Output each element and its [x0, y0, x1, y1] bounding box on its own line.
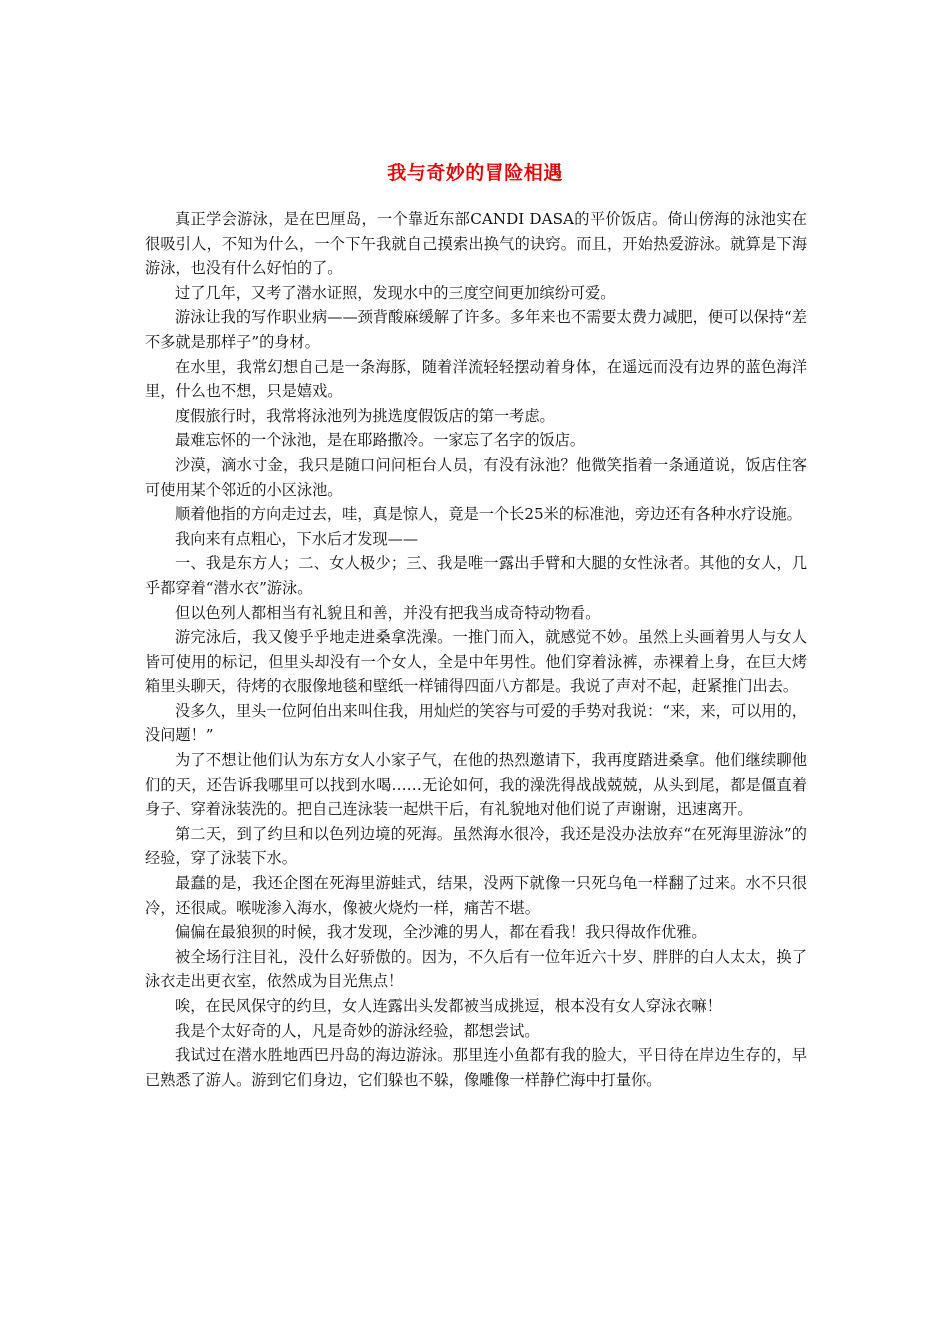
paragraph: 沙漠，滴水寸金，我只是随口问问柜台人员，有没有泳池？他微笑指着一条通道说，饭店住客可使用某个邻近的小区泳池。: [145, 455, 807, 499]
paragraph: 游完泳后，我又傻乎乎地走进桑拿洗澡。一推门而入，就感觉不妙。虽然上头画着男人与女人皆可使用的标记，但里头却没有一个女人，全是中年男性。他们穿着泳裤，赤裸着上身，在巨大烤箱里头聊天，待烤的衣服像地毯和壁纸一样铺得四面八方都是。我说了声对不起，赶紧推门出去。: [145, 628, 807, 696]
paragraph: 最蠢的是，我还企图在死海里游蛙式，结果，没两下就像一只死乌龟一样翻了过来。水不只很冷，还很咸。喉咙渗入海水，像被火烧灼一样，痛苦不堪。: [145, 874, 807, 917]
paragraph: 被全场行注目礼，没什么好骄傲的。因为，不久后有一位年近六十岁、胖胖的白人太太，换了泳衣走出更衣室，依然成为目光焦点！: [145, 947, 807, 991]
paragraph: 在水里，我常幻想自己是一条海豚，随着洋流轻轻摆动着身体，在遥远而没有边界的蓝色海洋里，什么也不想，只是嬉戏。: [145, 357, 807, 401]
paragraph: 过了几年，又考了潜水证照，发现水中的三度空间更加缤纷可爱。: [175, 283, 616, 302]
paragraph: 第二天，到了约旦和以色列边境的死海。虽然海水很冷，我还是没办法放弃“在死海里游泳”的经验，穿了泳装下水。: [145, 824, 807, 868]
paragraph: 最难忘怀的一个泳池，是在耶路撒冷。一家忘了名字的饭店。: [175, 431, 586, 450]
paragraph: 我向来有点粗心，下水后才发现——: [175, 529, 418, 548]
paragraph: 顺着他指的方向走过去，哇，真是惊人，竟是一个长25米的标准池，旁边还有各种水疗设施。: [175, 505, 802, 524]
document-title: 我与奇妙的冒险相遇: [387, 162, 563, 184]
paragraph: 我试过在潜水胜地西巴丹岛的海边游泳。那里连小鱼都有我的脸大，平日待在岸边生存的，早已熟悉了游人。游到它们身边，它们躲也不躲，像雕像一样静伫海中打量你。: [145, 1046, 807, 1089]
paragraph: 没多久，里头一位阿伯出来叫住我，用灿烂的笑容与可爱的手势对我说：“来，来，可以用的，没问题！”: [145, 701, 807, 745]
paragraph: 度假旅行时，我常将泳池列为挑选度假饭店的第一考虑。: [175, 406, 555, 425]
paragraph: 但以色列人都相当有礼貌且和善，并没有把我当成奇特动物看。: [175, 603, 601, 622]
paragraph: 一、我是东方人；二、女人极少；三、我是唯一露出手臂和大腿的女性泳者。其他的女人，几乎都穿着“潜水衣”游泳。: [145, 554, 807, 597]
paragraph: 我是个太好奇的人，凡是奇妙的游泳经验，都想尝试。: [175, 1021, 540, 1040]
paragraph: 为了不想让他们认为东方女人小家子气，在他的热烈邀请下，我再度踏进桑拿。他们继续聊他们的天，还告诉我哪里可以找到水喝……无论如何，我的澡洗得战战兢兢，从头到尾，都是僵直着身子、穿着泳装洗的。把自己连泳装一起烘干后，有礼貌地对他们说了声谢谢，迅速离开。: [145, 751, 807, 819]
paragraph: 真正学会游泳，是在巴厘岛，一个靠近东部CANDI DASA的平价饭店。倚山傍海的泳池实在很吸引人，不知为什么，一个下午我就自己摸索出换气的诀窍。而且，开始热爱游泳。就算是下海游泳，也没有什么好怕的了。: [145, 210, 807, 278]
paragraph: 唉，在民风保守的约旦，女人连露出头发都被当成挑逗，根本没有女人穿泳衣嘛！: [175, 997, 722, 1015]
paragraph: 游泳让我的写作职业病——颈背酸麻缓解了许多。多年来也不需要太费力减肥，便可以保持“差不多就是那样子”的身材。: [145, 308, 807, 351]
paragraph: 偏偏在最狼狈的时候，我才发现，全沙滩的男人，都在看我！我只得故作优雅。: [175, 923, 707, 942]
document-body: [145, 207, 807, 1092]
